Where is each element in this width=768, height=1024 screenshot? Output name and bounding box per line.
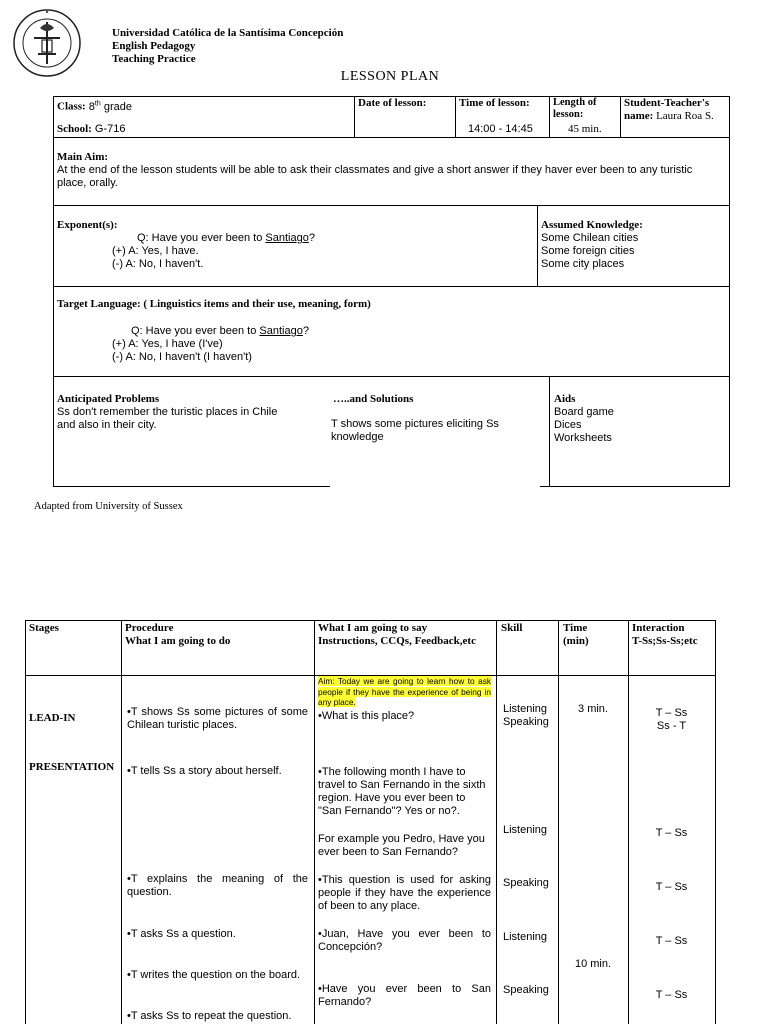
target-language-label: Target Language: ( Linguistics items and their use, meaning, form) [57, 298, 371, 310]
presentation-time: 10 min. [574, 958, 612, 970]
list-item: Board game [554, 406, 614, 418]
aids-label: Aids [554, 393, 576, 405]
stage-lead-in: LEAD-IN [29, 712, 76, 724]
presentation-skill-4: Speaking [503, 984, 549, 996]
leadin-time: 3 min. [578, 703, 608, 715]
presentation-procedure-3: •T asks Ss a question. [127, 928, 236, 940]
main-aim-label: Main Aim: [57, 151, 109, 163]
presentation-say-1: •The following month I have to travel to San Fernando in the sixth region. Have you ever been to "San Fernando"? Yes or no?. [318, 766, 486, 817]
adapted-note: Adapted from University of Sussex [34, 501, 183, 512]
length-label: Length of lesson: [553, 97, 597, 120]
class-value: 8th grade [88, 100, 132, 113]
university-name: Universidad Católica de la Santísima Concepción [112, 27, 344, 39]
col-header-skill: Skill [501, 622, 523, 634]
time-value: 14:00 - 14:45 [468, 123, 533, 135]
presentation-interaction-1: T – Ss [655, 827, 688, 839]
course-name: Teaching Practice [112, 53, 196, 65]
aids-list [554, 406, 614, 445]
exponents-label: Exponent(s): [57, 219, 118, 231]
target-question: Q: Have you ever been to Santiago? [131, 325, 309, 337]
target-positive: (+) A: Yes, I have (I've) [112, 338, 223, 350]
school-field [57, 123, 125, 136]
teacher-value: Laura Roa S. [656, 110, 714, 122]
anticipated-problems-label: Anticipated Problems [57, 393, 160, 405]
list-item: Dices [554, 419, 582, 431]
time-label: Time of lesson: [459, 97, 530, 109]
teacher-field [624, 97, 728, 123]
assumed-knowledge-label: Assumed Knowledge: [541, 219, 643, 231]
exponent-negative: (-) A: No, I haven't. [112, 258, 204, 270]
presentation-skill-1: Listening [503, 824, 548, 836]
solutions-label: …..and Solutions [333, 393, 414, 405]
presentation-interaction-3: T – Ss [655, 935, 688, 947]
presentation-procedure-4: •T writes the question on the board. [127, 969, 301, 981]
presentation-say-4: •Juan, Have you ever been to Concepción? [318, 928, 491, 953]
exponent-positive: (+) A: Yes, I have. [112, 245, 199, 257]
presentation-interaction-4: T – Ss [655, 989, 688, 1001]
school-label: School: [57, 123, 92, 135]
solutions-text: T shows some pictures eliciting Ss knowledge [331, 418, 499, 443]
school-value: G-716 [94, 123, 126, 135]
program-name: English Pedagogy [112, 40, 196, 52]
aim-highlight: Aim: Today we are going to learn how to ask people if they have the experience of being in any place. [318, 676, 491, 707]
teacher-label: Student-Teacher's name: [624, 97, 710, 122]
length-value: 45 min. [568, 123, 602, 135]
col-header-procedure: Procedure What I am going to do [125, 622, 231, 647]
stage-presentation: PRESENTATION [29, 761, 115, 773]
col-header-time: Time (min) [563, 622, 589, 647]
class-field [57, 97, 132, 114]
list-item: Some foreign cities [541, 245, 635, 257]
leadin-interaction: T – Ss Ss - T [655, 707, 688, 732]
list-item: Worksheets [554, 432, 612, 444]
date-label: Date of lesson: [358, 97, 427, 109]
presentation-procedure-2: •T explains the meaning of the question. [127, 873, 308, 898]
presentation-say-3: •This question is used for asking people if they have the experience of been to any place. [318, 874, 491, 912]
leadin-say: •What is this place? [318, 710, 415, 722]
document-title: LESSON PLAN [340, 69, 440, 84]
leadin-procedure: •T shows Ss some pictures of some Chilean turistic places. [127, 706, 308, 731]
list-item: Some city places [541, 258, 625, 270]
university-seal [12, 8, 82, 78]
presentation-say-5: •Have you ever been to San Fernando? [318, 983, 491, 1008]
presentation-skill-2: Speaking [503, 877, 549, 889]
col-header-interaction: Interaction T-Ss;Ss-Ss;etc [632, 622, 698, 647]
list-item: Some Chilean cities [541, 232, 639, 244]
presentation-procedure-1: •T tells Ss a story about herself. [127, 765, 282, 777]
main-aim-text: At the end of the lesson students will be able to ask their classmates and give a short answer if they haver ever been to any turistic place, orally. [57, 164, 693, 189]
exponent-question: Q: Have you ever been to Santiago? [137, 232, 315, 244]
class-label: Class: [57, 100, 86, 113]
presentation-say-2: For example you Pedro, Have you ever been to San Fernando? [318, 833, 485, 858]
presentation-procedure-5: •T asks Ss to repeat the question. [127, 1010, 292, 1022]
leadin-skill: Listening Speaking [503, 703, 549, 728]
assumed-knowledge-list [541, 232, 638, 271]
col-header-stages: Stages [29, 622, 59, 634]
presentation-skill-3: Listening [503, 931, 548, 943]
target-negative: (-) A: No, I haven't (I haven't) [112, 351, 252, 363]
col-header-say: What I am going to say Instructions, CCQs, Feedback,etc [318, 622, 476, 647]
presentation-interaction-2: T – Ss [655, 881, 688, 893]
anticipated-problems-text: Ss don't remember the turistic places in Chile and also in their city. [57, 406, 278, 431]
